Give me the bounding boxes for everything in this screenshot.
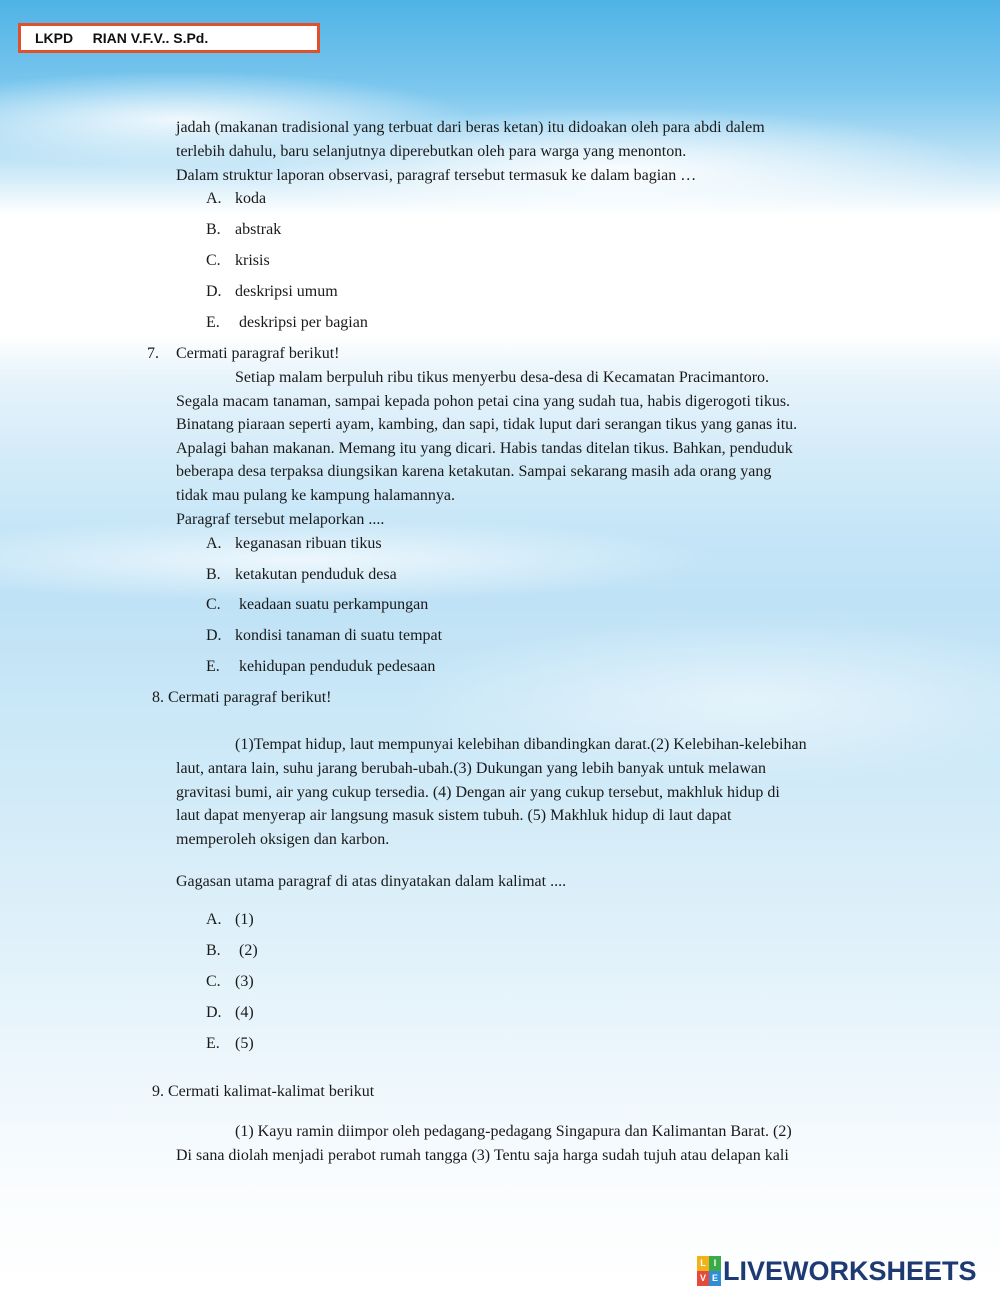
q7-paragraph-line: Binatang piaraan seperti ayam, kambing, dan sapi, tidak luput dari serangan tikus yang ganas itu.: [176, 416, 798, 433]
q7-number: 7.: [147, 345, 159, 362]
header-lkpd: LKPD: [35, 30, 74, 46]
q8-paragraph-line: laut dapat menyerap air langsung masuk sistem tubuh. (5) Makhluk hidup di laut dapat: [176, 807, 732, 824]
q6-text-line: terlebih dahulu, baru selanjutnya diperebutkan oleh para warga yang menonton.: [176, 143, 687, 160]
q7-paragraph-line: beberapa desa terpaksa diungsikan karena ketakutan. Sampai sekarang masih ada orang yang: [176, 463, 772, 480]
q6-text-line: Dalam struktur laporan observasi, paragraf tersebut termasuk ke dalam bagian …: [176, 167, 697, 184]
q6-option-b[interactable]: B. abstrak: [206, 221, 282, 238]
q7-option-a[interactable]: A. keganasan ribuan tikus: [206, 535, 382, 552]
liveworksheets-logo-mark: L I V E: [697, 1256, 721, 1286]
q7-paragraph-line: Setiap malam berpuluh ribu tikus menyerbu desa-desa di Kecamatan Pracimantoro.: [235, 369, 770, 386]
q7-option-d[interactable]: D. kondisi tanaman di suatu tempat: [206, 627, 443, 644]
header-author: RIAN V.F.V.. S.Pd.: [92, 30, 209, 46]
q7-paragraph-line: tidak mau pulang ke kampung halamannya.: [176, 487, 456, 504]
q8-paragraph-line: laut, antara lain, suhu jarang berubah-ubah.(3) Dukungan yang lebih banyak untuk melawan: [176, 760, 767, 777]
liveworksheets-logo: [697, 1254, 977, 1288]
q7-option-e[interactable]: E. kehidupan penduduk pedesaan: [206, 658, 436, 675]
q6-text-line: jadah (makanan tradisional yang terbuat dari beras ketan) itu didoakan oleh para abdi dalem: [176, 119, 765, 136]
q6-option-d[interactable]: D. deskripsi umum: [206, 283, 338, 300]
q9-heading: 9. Cermati kalimat-kalimat berikut: [152, 1083, 375, 1100]
q8-option-d[interactable]: D. (4): [206, 1004, 254, 1021]
q7-paragraph-line: Segala macam tanaman, sampai kepada pohon petai cina yang sudah tua, habis digerogoti tikus.: [176, 393, 791, 410]
q9-paragraph-line: Di sana diolah menjadi perabot rumah tangga (3) Tentu saja harga sudah tujuh atau delapan kali: [176, 1147, 789, 1164]
q8-option-a[interactable]: A. (1): [206, 911, 254, 928]
q9-paragraph-line: (1) Kayu ramin diimpor oleh pedagang-pedagang Singapura dan Kalimantan Barat. (2): [235, 1123, 792, 1140]
q8-heading: 8. Cermati paragraf berikut!: [152, 689, 332, 706]
q7-question: Paragraf tersebut melaporkan ....: [176, 511, 385, 528]
q6-option-e[interactable]: E. deskripsi per bagian: [206, 314, 368, 331]
q7-option-b[interactable]: B. ketakutan penduduk desa: [206, 566, 397, 583]
q8-option-b[interactable]: B. (2): [206, 942, 258, 959]
q8-paragraph-line: gravitasi bumi, air yang cukup tersedia. (4) Dengan air yang cukup tersebut, makhluk hidup di: [176, 784, 780, 801]
q7-paragraph-line: Apalagi bahan makanan. Memang itu yang dicari. Habis tandas ditelan tikus. Bahkan, penduduk: [176, 440, 793, 457]
q6-option-a[interactable]: A. koda: [206, 190, 267, 207]
liveworksheets-logo-text: LIVEWORKSHEETS: [723, 1255, 977, 1286]
q8-paragraph-line: (1)Tempat hidup, laut mempunyai kelebihan dibandingkan darat.(2) Kelebihan-kelebihan: [235, 736, 807, 753]
q7-option-c[interactable]: C. keadaan suatu perkampungan: [206, 596, 429, 613]
q8-paragraph-line: memperoleh oksigen dan karbon.: [176, 831, 390, 848]
q7-prompt: Cermati paragraf berikut!: [176, 345, 340, 362]
q8-option-c[interactable]: C. (3): [206, 973, 254, 990]
header-label-box: [18, 23, 320, 53]
q8-option-e[interactable]: E. (5): [206, 1035, 254, 1052]
q6-option-c[interactable]: C. krisis: [206, 252, 270, 269]
q8-question: Gagasan utama paragraf di atas dinyatakan dalam kalimat ....: [176, 873, 567, 890]
